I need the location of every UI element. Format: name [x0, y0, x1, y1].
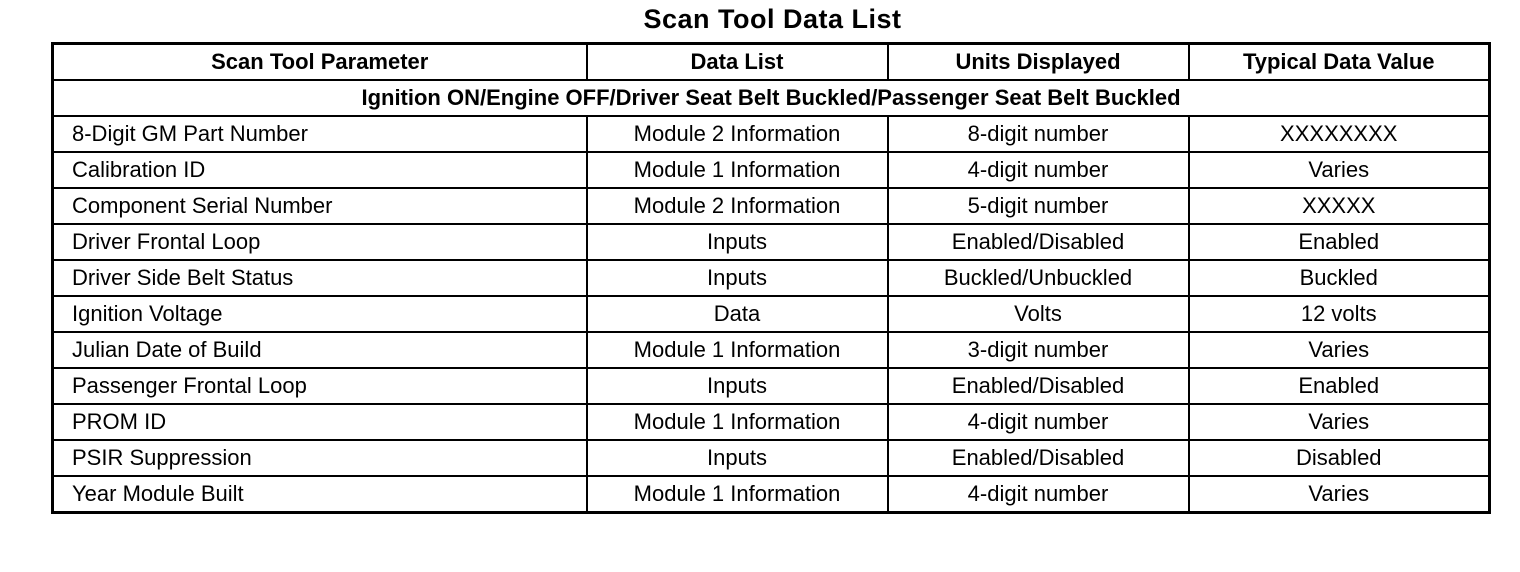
table-row	[53, 332, 1490, 368]
cell-units: Enabled/Disabled	[888, 368, 1189, 404]
cell-units: 3-digit number	[888, 332, 1189, 368]
table-row	[53, 260, 1490, 296]
cell-data-list: Inputs	[587, 368, 888, 404]
cell-data-list: Module 1 Information	[587, 152, 888, 188]
table-row	[53, 224, 1490, 260]
cell-parameter: Component Serial Number	[53, 188, 587, 224]
cell-parameter: Year Module Built	[53, 476, 587, 513]
cell-typical-value: Enabled	[1189, 368, 1490, 404]
column-header-typical-value: Typical Data Value	[1189, 44, 1490, 81]
cell-data-list: Module 2 Information	[587, 188, 888, 224]
table-row	[53, 116, 1490, 152]
table-row	[53, 404, 1490, 440]
cell-data-list: Module 2 Information	[587, 116, 888, 152]
page-title: Scan Tool Data List	[643, 4, 902, 34]
cell-data-list: Inputs	[587, 224, 888, 260]
cell-units: Enabled/Disabled	[888, 224, 1189, 260]
cell-units: Volts	[888, 296, 1189, 332]
table-row	[53, 152, 1490, 188]
cell-parameter: 8-Digit GM Part Number	[53, 116, 587, 152]
cell-units: Buckled/Unbuckled	[888, 260, 1189, 296]
cell-typical-value: 12 volts	[1189, 296, 1490, 332]
cell-typical-value: Varies	[1189, 404, 1490, 440]
cell-units: 5-digit number	[888, 188, 1189, 224]
cell-parameter: Driver Side Belt Status	[53, 260, 587, 296]
cell-data-list: Module 1 Information	[587, 332, 888, 368]
cell-typical-value: XXXXX	[1189, 188, 1490, 224]
cell-typical-value: Disabled	[1189, 440, 1490, 476]
cell-data-list: Inputs	[587, 260, 888, 296]
table-row	[53, 440, 1490, 476]
cell-units: 4-digit number	[888, 152, 1189, 188]
cell-units: Enabled/Disabled	[888, 440, 1189, 476]
cell-parameter: PROM ID	[53, 404, 587, 440]
cell-parameter: PSIR Suppression	[53, 440, 587, 476]
column-header-data-list: Data List	[587, 44, 888, 81]
cell-parameter: Driver Frontal Loop	[53, 224, 587, 260]
cell-data-list: Module 1 Information	[587, 476, 888, 513]
cell-data-list: Data	[587, 296, 888, 332]
condition-label: Ignition ON/Engine OFF/Driver Seat Belt Buckled/Passenger Seat Belt Buckled	[53, 80, 1490, 116]
cell-units: 4-digit number	[888, 404, 1189, 440]
cell-units: 8-digit number	[888, 116, 1189, 152]
cell-parameter: Ignition Voltage	[53, 296, 587, 332]
cell-typical-value: Varies	[1189, 152, 1490, 188]
header-row	[53, 44, 1490, 81]
scan-tool-data-table	[51, 42, 1491, 514]
cell-units: 4-digit number	[888, 476, 1189, 513]
table-row	[53, 296, 1490, 332]
cell-typical-value: Buckled	[1189, 260, 1490, 296]
column-header-parameter: Scan Tool Parameter	[53, 44, 587, 81]
table-row	[53, 476, 1490, 513]
table-row	[53, 368, 1490, 404]
cell-typical-value: XXXXXXXX	[1189, 116, 1490, 152]
cell-typical-value: Varies	[1189, 476, 1490, 513]
cell-data-list: Inputs	[587, 440, 888, 476]
cell-parameter: Julian Date of Build	[53, 332, 587, 368]
condition-row	[53, 80, 1490, 116]
cell-parameter: Calibration ID	[53, 152, 587, 188]
cell-data-list: Module 1 Information	[587, 404, 888, 440]
cell-typical-value: Enabled	[1189, 224, 1490, 260]
cell-parameter: Passenger Frontal Loop	[53, 368, 587, 404]
column-header-units: Units Displayed	[888, 44, 1189, 81]
table-row	[53, 188, 1490, 224]
cell-typical-value: Varies	[1189, 332, 1490, 368]
